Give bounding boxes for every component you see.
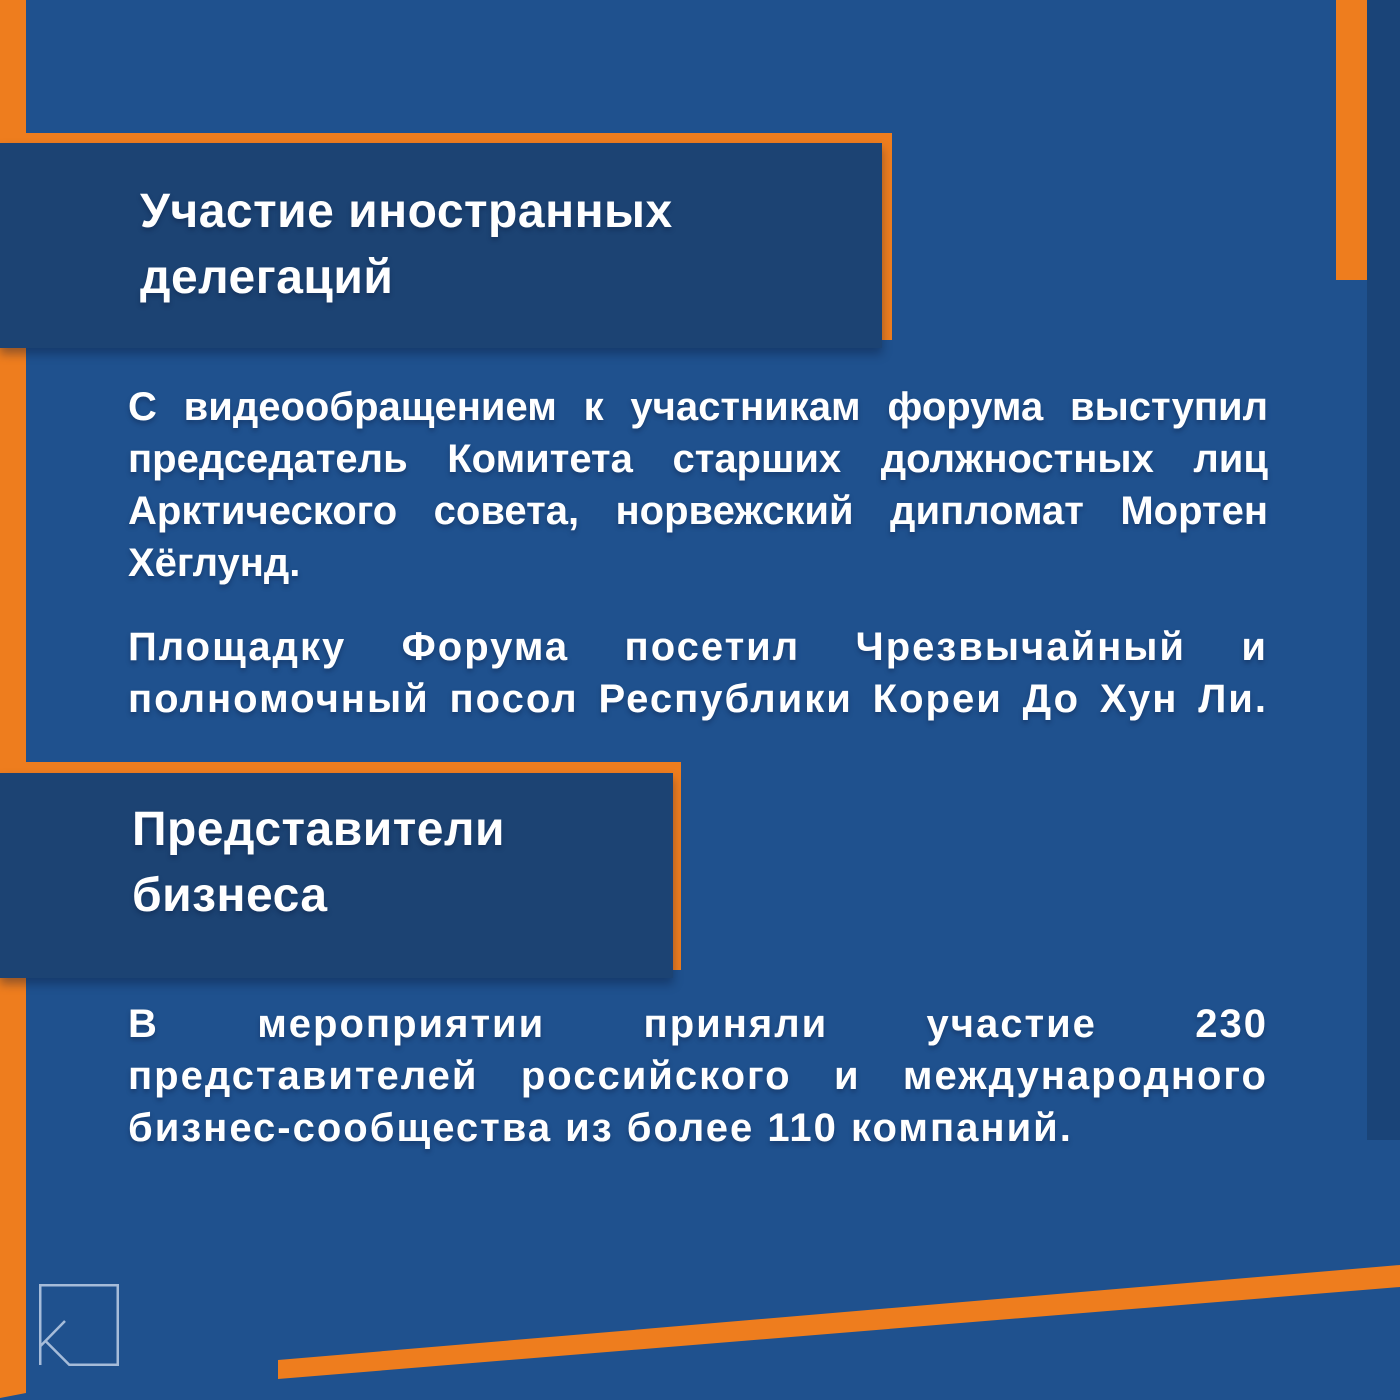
section2-body xyxy=(128,998,1268,1186)
section2-paragraph-1: В мероприятии приняли участие 230 представителей российского и международного бизнес-сообщества из более 110 компаний. xyxy=(128,1002,1268,1150)
section1-panel-right-border xyxy=(882,133,892,340)
section2-panel-top-border xyxy=(0,762,681,773)
right-edge-dark-strip xyxy=(1367,0,1400,1140)
section1-body xyxy=(128,381,1268,757)
section1-heading: Участие иностранных делегаций xyxy=(140,185,673,304)
section1-panel-top-border xyxy=(0,133,892,143)
section2-panel-right-border xyxy=(673,762,681,970)
top-right-accent-bar xyxy=(1336,0,1367,280)
section1-paragraph-2: Площадку Форума посетил Чрезвычайный и полномочный посол Республики Кореи До Хун Ли. xyxy=(128,625,1268,721)
section2-heading-panel xyxy=(0,773,673,978)
logo-k-icon xyxy=(39,1284,119,1366)
section1-paragraph-1: С видеообращением к участникам форума выступил председатель Комитета старших должностных лиц Арктического совета, норвежский дипломат Мортен Хёглунд. xyxy=(128,385,1268,585)
section1-heading-panel xyxy=(0,143,882,348)
section2-heading: Представители бизнеса xyxy=(132,803,505,922)
